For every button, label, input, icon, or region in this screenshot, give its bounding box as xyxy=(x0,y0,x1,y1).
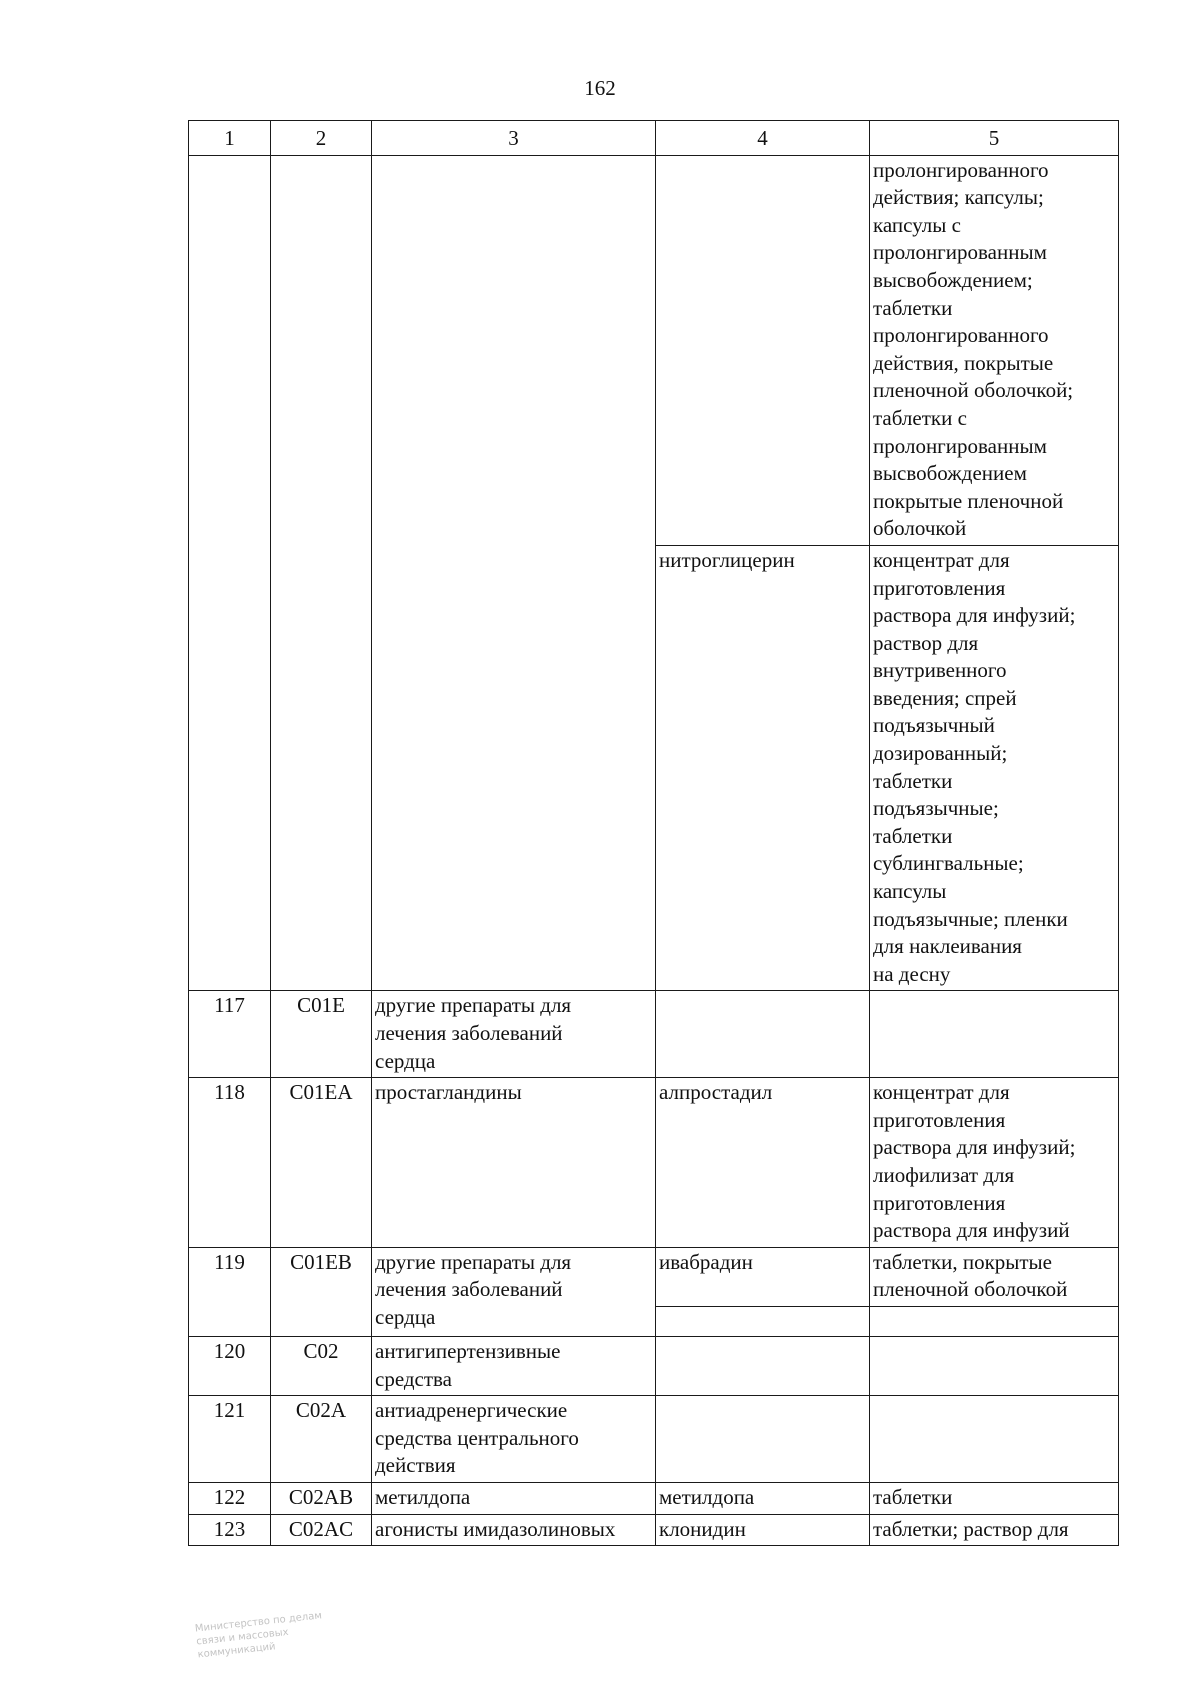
dosage-form-cell xyxy=(870,1306,1119,1336)
row-number-cell: 119 xyxy=(189,1247,271,1336)
drug-cell: нитроглицерин xyxy=(656,545,870,991)
faded-stamp: Министерство по делам связи и массовых коммуникаций xyxy=(194,1610,323,1661)
row-number-cell: 121 xyxy=(189,1396,271,1483)
atc-code-cell: C02AB xyxy=(271,1482,372,1514)
group-cell: другие препараты для лечения заболеваний сердца xyxy=(372,1247,656,1336)
row-number-cell xyxy=(189,155,271,991)
table-row xyxy=(189,1336,1119,1395)
dosage-form-cell: таблетки, покрытые пленочной оболочкой xyxy=(870,1247,1119,1306)
group-cell xyxy=(372,155,656,991)
group-cell: агонисты имидазолиновых xyxy=(372,1514,656,1546)
atc-code-cell: C02A xyxy=(271,1396,372,1483)
dosage-form-cell: таблетки xyxy=(870,1482,1119,1514)
table-row xyxy=(189,1482,1119,1514)
table-row xyxy=(189,155,1119,545)
dosage-form-cell: концентрат для приготовления раствора для инфузий; раствор для внутривенного введения; спрей подъязычный дозированный; таблетки подъязычные; таблетки сублингвальные; капсулы подъязычные; пленки для наклеивания на десну xyxy=(870,545,1119,991)
col-header-3: 3 xyxy=(372,121,656,156)
drug-cell xyxy=(656,1306,870,1336)
atc-code-cell xyxy=(271,155,372,991)
group-cell: метилдопа xyxy=(372,1482,656,1514)
table-row xyxy=(189,991,1119,1078)
group-cell: антигипертензивные средства xyxy=(372,1336,656,1395)
dosage-form-cell: концентрат для приготовления раствора для инфузий; лиофилизат для приготовления раствора для инфузий xyxy=(870,1078,1119,1248)
drug-cell xyxy=(656,155,870,545)
dosage-form-cell xyxy=(870,1336,1119,1395)
drug-cell: алпростадил xyxy=(656,1078,870,1248)
table-row xyxy=(189,1247,1119,1306)
drug-cell xyxy=(656,1336,870,1395)
drug-cell xyxy=(656,991,870,1078)
col-header-4: 4 xyxy=(656,121,870,156)
atc-code-cell: C01EB xyxy=(271,1247,372,1336)
row-number-cell: 118 xyxy=(189,1078,271,1248)
dosage-form-cell xyxy=(870,1396,1119,1483)
col-header-5: 5 xyxy=(870,121,1119,156)
group-cell: антиадренергические средства центрального действия xyxy=(372,1396,656,1483)
atc-code-cell: C02 xyxy=(271,1336,372,1395)
drug-cell: клонидин xyxy=(656,1514,870,1546)
atc-code-cell: C01EA xyxy=(271,1078,372,1248)
header-row xyxy=(189,121,1119,156)
drug-cell: ивабрадин xyxy=(656,1247,870,1306)
col-header-2: 2 xyxy=(271,121,372,156)
row-number-cell: 120 xyxy=(189,1336,271,1395)
atc-code-cell: C01E xyxy=(271,991,372,1078)
table-row xyxy=(189,1078,1119,1248)
dosage-form-cell: таблетки; раствор для xyxy=(870,1514,1119,1546)
medication-table xyxy=(188,120,1119,1546)
col-header-1: 1 xyxy=(189,121,271,156)
group-cell: другие препараты для лечения заболеваний сердца xyxy=(372,991,656,1078)
table-row xyxy=(189,1514,1119,1546)
row-number-cell: 117 xyxy=(189,991,271,1078)
row-number-cell: 122 xyxy=(189,1482,271,1514)
atc-code-cell: C02AC xyxy=(271,1514,372,1546)
page-number: 162 xyxy=(584,76,616,100)
dosage-form-cell xyxy=(870,991,1119,1078)
drug-cell xyxy=(656,1396,870,1483)
group-cell: простагландины xyxy=(372,1078,656,1248)
drug-cell: метилдопа xyxy=(656,1482,870,1514)
table-row xyxy=(189,1396,1119,1483)
row-number-cell: 123 xyxy=(189,1514,271,1546)
dosage-form-cell: пролонгированного действия; капсулы; капсулы с пролонгированным высвобождением; таблетки пролонгированного действия, покрытые пленочной оболочкой; таблетки с пролонгированным высвобождением покрытые пленочной оболочкой xyxy=(870,155,1119,545)
